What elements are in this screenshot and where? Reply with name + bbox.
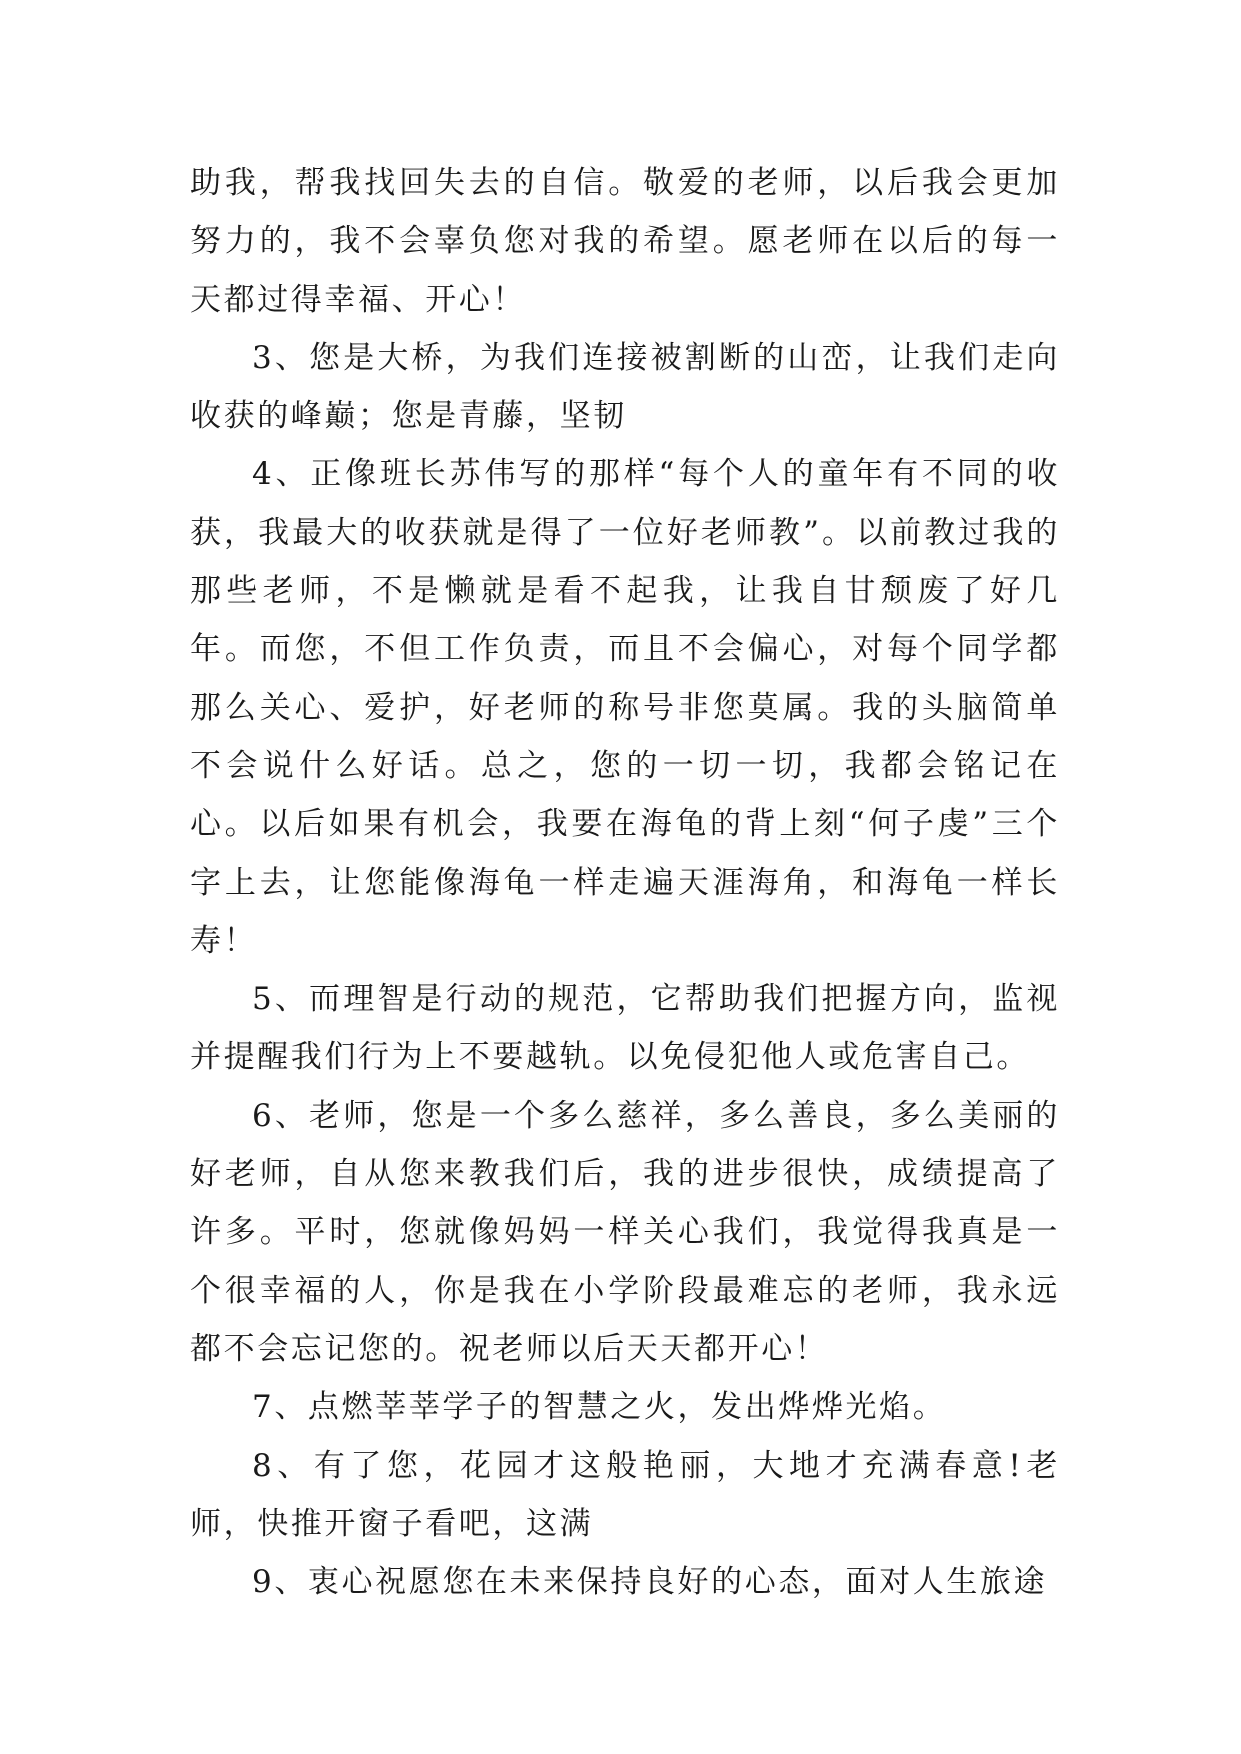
- paragraph-item-5: 5、而理智是行动的规范，它帮助我们把握方向，监视并提醒我们行为上不要越轨。以免侵犯他人或危害自己。: [190, 981, 1060, 1076]
- paragraph-item-9: 9、衷心祝愿您在未来保持良好的心态，面对人生旅途: [252, 1564, 1048, 1601]
- paragraph-item-8: 8、有了您，花园才这般艳丽，大地才充满春意!老师，快推开窗子看吧，这满: [190, 1447, 1060, 1542]
- paragraph-continuation: 助我，帮我找回失去的自信。敬爱的老师，以后我会更加努力的，我不会辜负您对我的希望。愿老师在以后的每一天都过得幸福、开心！: [190, 165, 1060, 318]
- document-body: [190, 154, 1060, 1611]
- paragraph-item-6: 6、老师，您是一个多么慈祥，多么善良，多么美丽的好老师，自从您来教我们后，我的进步很快，成绩提高了许多。平时，您就像妈妈一样关心我们，我觉得我真是一个很幸福的人，你是我在小学阶段最难忘的老师，我永远都不会忘记您的。祝老师以后天天都开心！: [190, 1097, 1060, 1367]
- paragraph-item-3: 3、您是大桥，为我们连接被割断的山峦，让我们走向收获的峰巅；您是青藤，坚韧: [190, 339, 1060, 435]
- paragraph-item-4: 4、正像班长苏伟写的那样“每个人的童年有不同的收获，我最大的收获就是得了一位好老师教”。以前教过我的那些老师，不是懒就是看不起我，让我自甘颓废了好几年。而您，不但工作负责，而且不会偏心，对每个同学都那么关心、爱护，好老师的称号非您莫属。我的头脑简单不会说什么好话。总之，您的一切一切，我都会铭记在心。以后如果有机会，我要在海龟的背上刻“何子虔”三个字上去，让您能像海龟一样走遍天涯海角，和海龟一样长寿！: [190, 456, 1060, 959]
- paragraph-item-7: 7、点燃莘莘学子的智慧之火，发出烨烨光焰。: [252, 1389, 947, 1426]
